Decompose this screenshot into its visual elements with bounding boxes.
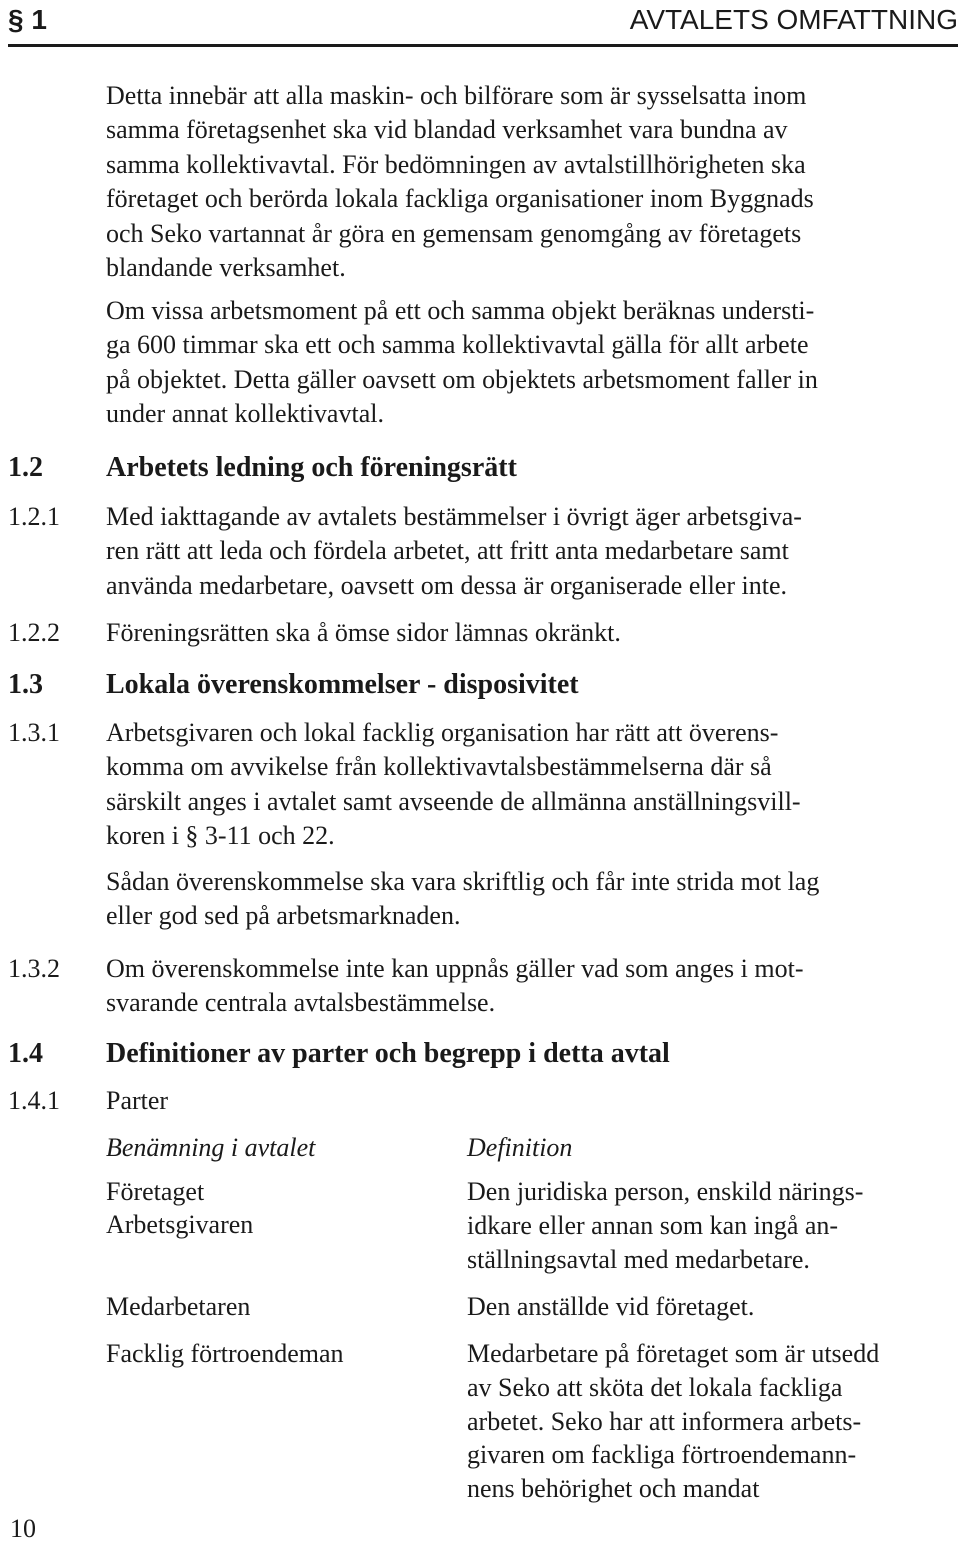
text-line: på objektet. Detta gäller oavsett om objektets arbetsmoment faller in	[106, 364, 818, 394]
text-line: eller god sed på arbetsmarknaden.	[106, 901, 461, 931]
text-line: blandande verksamhet.	[106, 253, 346, 283]
chapter-number: § 1	[8, 4, 47, 35]
section-heading: Definitioner av parter och begrepp i detta avtal	[106, 1038, 670, 1069]
text-line: använda medarbetare, oavsett om dessa är organiserade eller inte.	[106, 570, 787, 600]
table-definition	[467, 1175, 957, 1276]
table-term: Facklig förtroendeman	[106, 1339, 344, 1368]
text-line: koren i § 3-11 och 22.	[106, 821, 335, 851]
page-number: 10	[10, 1514, 36, 1543]
table-header-term: Benämning i avtalet	[106, 1133, 316, 1162]
text-line: ren rätt att leda och fördela arbetet, att fritt anta medarbetare samt	[106, 536, 789, 566]
table-definition	[467, 1337, 957, 1506]
text-line: samma företagsenhet ska vid blandad verksamhet vara bundna av	[106, 115, 788, 145]
text-line: särskilt anges i avtalet samt avseende de allmänna anställningsvill-	[106, 786, 801, 816]
table-definition	[467, 1290, 957, 1324]
running-header	[8, 0, 958, 47]
text-line: idkare eller annan som kan ingå an-	[467, 1210, 839, 1240]
section-number: 1.3	[8, 669, 43, 700]
clause-number: 1.2.1	[8, 502, 60, 531]
text-line: samma kollektivavtal. För bedömningen av avtalstillhörigheten ska	[106, 149, 806, 179]
clause-text	[106, 500, 958, 603]
text-line: ga 600 timmar ska ett och samma kollektivavtal gälla för allt arbete	[106, 330, 809, 360]
clause-text: Föreningsrätten ska å ömse sidor lämnas okränkt.	[106, 618, 621, 647]
text-line: nens behörighet och mandat	[467, 1474, 760, 1504]
text-line: Den anställde vid företaget.	[467, 1292, 755, 1321]
text-line: Detta innebär att alla maskin- och bilförare som är sysselsatta inom	[106, 81, 807, 110]
section-heading: Lokala överenskommelser - disposivitet	[106, 669, 579, 700]
text-line: arbetet. Seko har att informera arbets-	[467, 1406, 862, 1436]
text-line: ställningsavtal med medarbetare.	[467, 1244, 810, 1274]
section-number: 1.2	[8, 452, 43, 483]
chapter-title: AVTALETS OMFATTNING	[629, 4, 958, 35]
table-header-definition: Definition	[467, 1133, 573, 1162]
clause-number: 1.3.2	[8, 954, 60, 983]
table-term: Arbetsgivaren	[106, 1210, 254, 1239]
text-line: Medarbetare på företaget som är utsedd	[467, 1339, 880, 1368]
intro-paragraph-1	[106, 79, 958, 285]
text-line: Arbetsgivaren och lokal facklig organisation har rätt att överens-	[106, 718, 779, 747]
text-line: Om vissa arbetsmoment på ett och samma objekt beräknas understi-	[106, 296, 815, 325]
text-line: av Seko att sköta det lokala fackliga	[467, 1372, 843, 1402]
text-line: Om överenskommelse inte kan uppnås gäller vad som anges i mot-	[106, 954, 804, 983]
text-line: företaget och berörda lokala fackliga organisationer inom Byggnads	[106, 184, 814, 214]
clause-text	[106, 952, 958, 1021]
text-line: Med iakttagande av avtalets bestämmelser i övrigt äger arbetsgiva-	[106, 502, 802, 531]
text-line: komma om avvikelse från kollektivavtalsbestämmelserna där så	[106, 752, 772, 782]
section-heading: Arbetets ledning och föreningsrätt	[106, 452, 517, 483]
table-term: Företaget	[106, 1177, 205, 1206]
text-line: och Seko vartannat år göra en gemensam genomgång av företagets	[106, 218, 802, 248]
section-number: 1.4	[8, 1038, 43, 1069]
text-line: svarande centrala avtalsbestämmelse.	[106, 988, 496, 1018]
text-line: givaren om fackliga förtroendemann-	[467, 1440, 857, 1470]
clause-number: 1.4.1	[8, 1086, 60, 1115]
text-line: Sådan överenskommelse ska vara skriftlig och får inte strida mot lag	[106, 867, 820, 896]
text-line: Den juridiska person, enskild närings-	[467, 1177, 864, 1206]
table-term: Medarbetaren	[106, 1292, 251, 1321]
intro-paragraph-2	[106, 294, 958, 432]
clause-text	[106, 716, 958, 854]
clause-number: 1.2.2	[8, 618, 60, 647]
clause-label: Parter	[106, 1086, 169, 1115]
text-line: under annat kollektivavtal.	[106, 399, 384, 429]
clause-text-continued	[106, 865, 958, 934]
clause-number: 1.3.1	[8, 718, 60, 747]
